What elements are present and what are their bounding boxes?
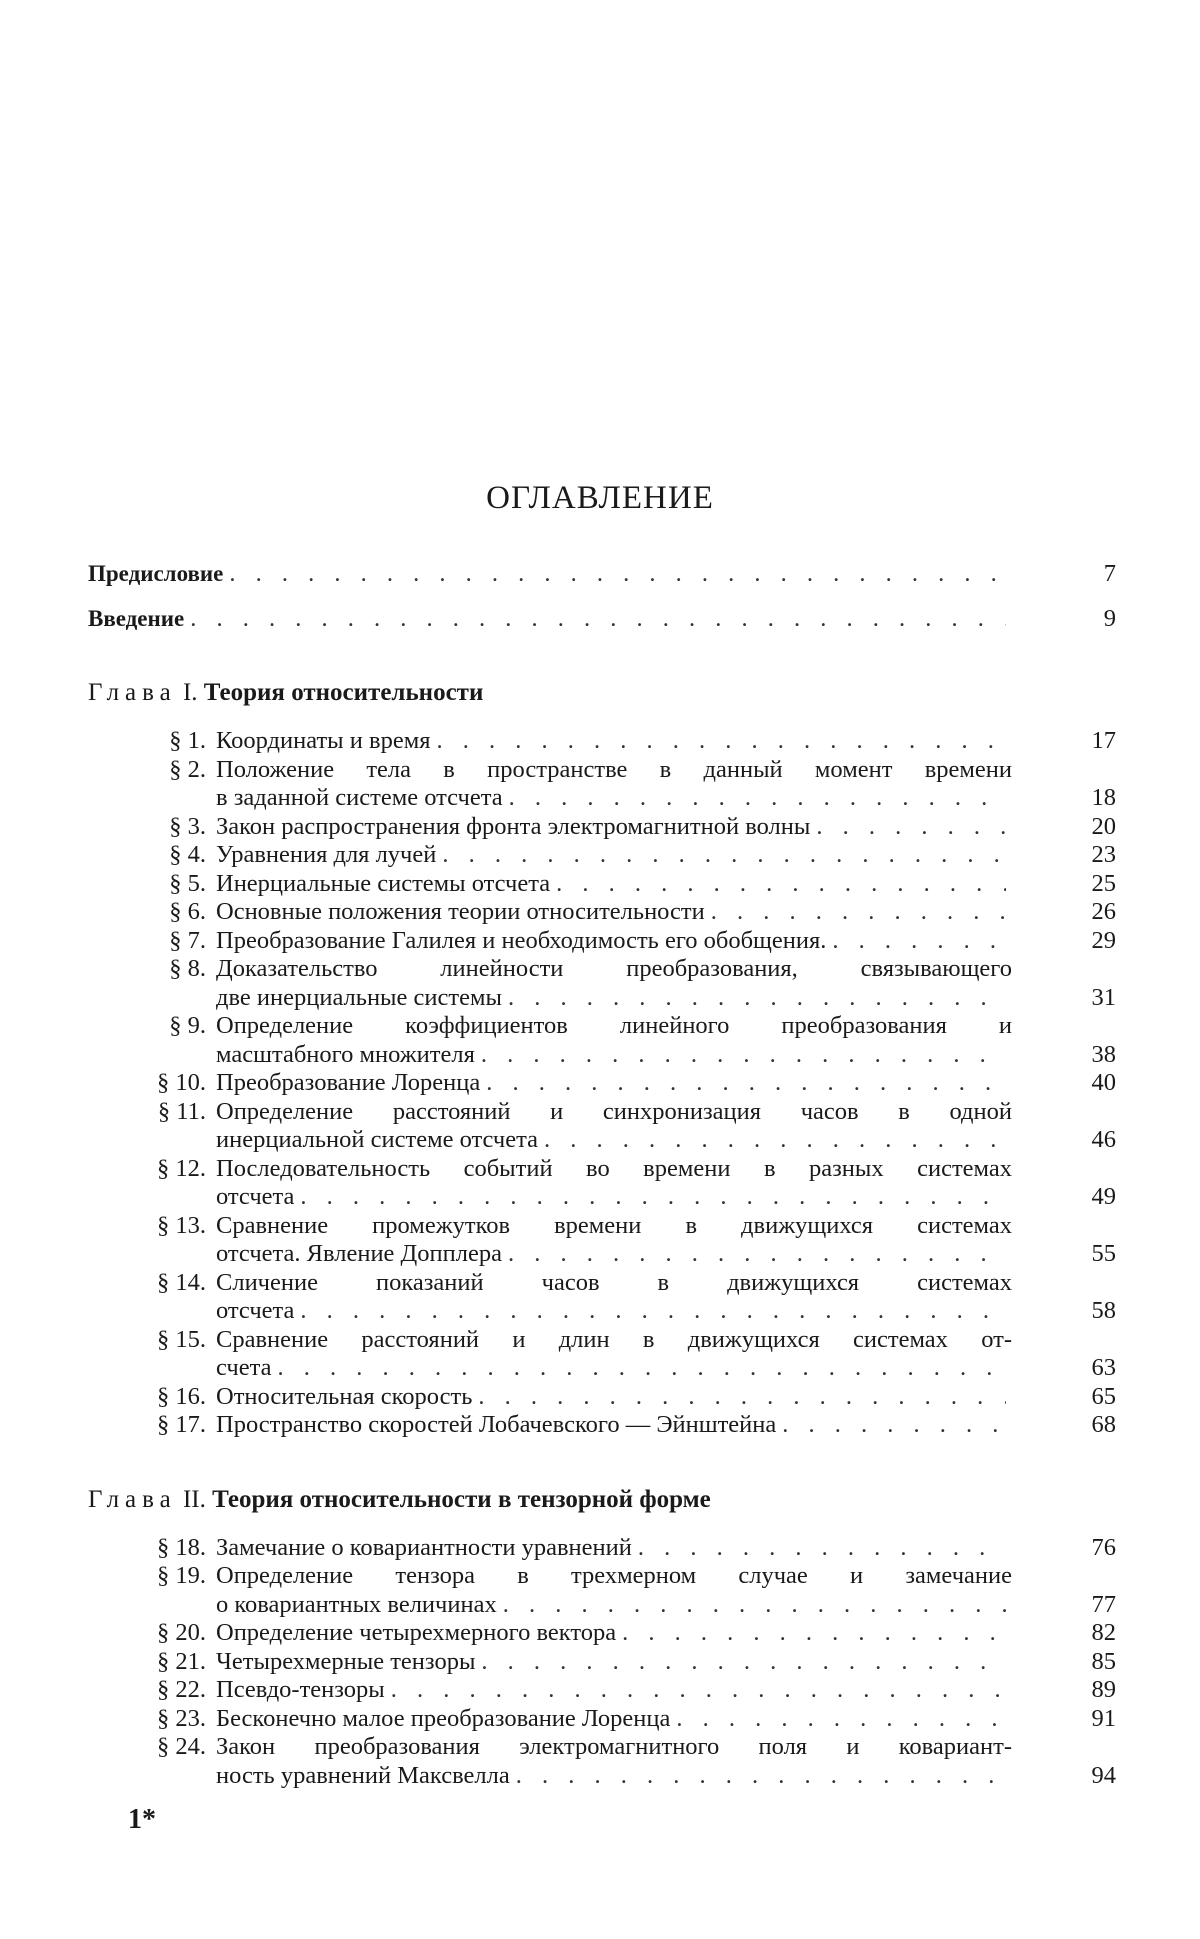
section-title-line1: Сличение показаний часов в движущихся системах [216,1268,1012,1296]
section-body [216,1269,1116,1326]
section-title: счета [216,1354,272,1381]
section-title: Преобразование Галилея и необходимость его обобщения. [216,926,827,954]
section-title: в заданной системе отсчета [216,784,503,811]
dot-leader [622,1619,1006,1648]
section-title-line [216,984,1116,1013]
toc-section-entry [88,1619,1116,1648]
chapter-title: Теория относительности [203,679,484,706]
section-number: § 13. [157,1211,206,1239]
section-number: § 18. [157,1533,206,1561]
dot-leader [503,1591,1006,1620]
section-page: 20 [1091,812,1116,840]
section-number: § 15. [157,1325,206,1353]
section-number: § 23. [157,1704,206,1732]
toc-section-entry [88,1098,1116,1155]
toc-section-entry [88,1705,1116,1734]
section-body [216,813,1116,842]
toc-section-entry [88,898,1116,927]
toc-entry-introduction [88,605,1116,634]
section-title-line [216,1069,1116,1098]
section-title: Инерциальные системы отсчета [216,869,551,897]
toc-section-entry [88,927,1116,956]
section-number: § 8. [169,955,206,982]
section-body [216,898,1116,927]
section-number: § 12. [157,1154,206,1182]
dot-leader [508,1240,1006,1269]
section-page: 25 [1091,869,1116,897]
section-body [216,727,1116,756]
section-title-line [216,1126,1116,1155]
section-title: Псевдо-тензоры [216,1676,385,1703]
section-body [216,1534,1116,1563]
section-body [216,1411,1116,1440]
dot-leader [442,841,1006,870]
section-title: Бесконечно малое преобразование Лоренца [216,1704,671,1732]
dot-leader [782,1411,1006,1440]
dot-leader [300,1183,1006,1212]
toc-section-entry [88,1534,1116,1563]
section-body [216,841,1116,870]
section-title-line [216,927,1116,956]
section-page: 63 [1091,1354,1116,1381]
section-title-line1: Сравнение расстояний и длин в движущихся системах от- [216,1325,1012,1353]
dot-leader [277,1354,1006,1383]
toc-section-entry [88,1012,1116,1069]
section-title-line1: Доказательство линейности преобразования, связывающего [216,955,1012,982]
section-title: отсчета [216,1297,295,1324]
section-number: § 14. [157,1268,206,1296]
page-title: ОГЛАВЛЕНИЕ [486,480,714,516]
section-page: 94 [1091,1761,1116,1789]
section-page: 17 [1091,727,1116,754]
toc-section-entry [88,1155,1116,1212]
section-page: 89 [1091,1676,1116,1703]
toc-entry-label: Введение [88,605,185,631]
section-title-line [216,1354,1116,1383]
section-title: две инерциальные системы [216,983,502,1011]
toc-section-entry [88,727,1116,756]
dot-leader [391,1676,1006,1705]
section-number: § 22. [157,1676,206,1703]
section-title-line [216,841,1116,870]
section-title: инерциальной системе отсчета [216,1126,538,1153]
section-page: 49 [1091,1183,1116,1210]
dot-leader [544,1126,1006,1155]
section-body [216,756,1116,813]
section-title: Уравнения для лучей [216,841,437,868]
dot-leader [481,1648,1006,1677]
toc-section-entry [88,1326,1116,1383]
chapter-list [88,679,1116,1790]
section-body [216,1676,1116,1705]
section-title: Четырехмерные тензоры [216,1647,476,1675]
toc-entry-page: 7 [1103,560,1116,587]
section-number: § 4. [169,841,206,868]
dot-leader [509,784,1006,813]
section-title: Определение четырехмерного вектора [216,1619,617,1646]
toc-section-entry [88,955,1116,1012]
section-page: 40 [1091,1069,1116,1096]
dot-leader [508,984,1006,1013]
dot-leader [229,560,1006,589]
toc-section-entry [88,1411,1116,1440]
dot-leader [481,1041,1006,1070]
section-title-line1: Определение расстояний и синхронизация часов в одной [216,1097,1012,1125]
section-body [216,1705,1116,1734]
toc-section-entry [88,813,1116,842]
section-title: отсчета. Явление Допплера [216,1240,502,1267]
dot-leader [486,1069,1006,1098]
dot-leader [516,1762,1006,1791]
section-number: § 9. [169,1012,206,1039]
section-page: 91 [1091,1704,1116,1732]
section-title: отсчета [216,1183,295,1210]
section-title: Относительная скорость [216,1382,473,1410]
section-page: 26 [1091,898,1116,925]
section-page: 76 [1091,1533,1116,1561]
section-page: 65 [1091,1382,1116,1410]
toc-section-entry [88,1269,1116,1326]
section-title-line [216,1041,1116,1070]
section-title-line [216,1297,1116,1326]
dot-leader [478,1383,1006,1412]
section-title-line [216,1240,1116,1269]
section-title: Координаты и время [216,727,431,754]
signature-mark: 1* [128,1804,156,1835]
section-number: § 24. [157,1733,206,1760]
chapter-numeral: I. [182,679,198,706]
section-body [216,1012,1116,1069]
section-title-line1: Положение тела в пространстве в данный момент времени [216,755,1012,783]
section-page: 85 [1091,1647,1116,1675]
section-title-line1: Последовательность событий во времени в разных системах [216,1154,1012,1182]
toc-section-entry [88,841,1116,870]
section-title-line [216,1591,1116,1620]
section-title-line [216,1411,1116,1440]
toc-entry-label: Предисловие [88,561,224,586]
section-number: § 7. [169,926,206,954]
section-body [216,1212,1116,1269]
section-page: 38 [1091,1040,1116,1068]
section-number: § 19. [157,1562,206,1589]
section-title-line [216,813,1116,842]
section-page: 77 [1091,1590,1116,1618]
toc-entry-preface [88,560,1116,589]
section-title-line [216,870,1116,899]
toc-section-entry [88,1383,1116,1412]
toc-section-entry [88,1733,1116,1790]
section-title-line [216,898,1116,927]
section-page: 55 [1091,1240,1116,1267]
toc-section-entry [88,1212,1116,1269]
section-title: масштабного множителя [216,1040,475,1068]
section-title: Замечание о ковариантности уравнений [216,1533,632,1561]
section-title-line [216,727,1116,756]
section-page: 68 [1091,1411,1116,1438]
section-number: § 6. [169,898,206,925]
section-body [216,1648,1116,1677]
dot-leader [638,1534,1006,1563]
section-number: § 21. [157,1647,206,1675]
dot-leader [676,1705,1006,1734]
section-body [216,1619,1116,1648]
section-title-line [216,1183,1116,1212]
section-title: ность уравнений Максвелла [216,1761,510,1789]
section-title-line1: Закон преобразования электромагнитного поля и ковариант- [216,1733,1012,1760]
toc-section-entry [88,756,1116,813]
section-number: § 17. [157,1411,206,1438]
section-page: 46 [1091,1126,1116,1153]
chapter-heading [88,679,1116,707]
dot-leader [816,813,1006,842]
section-page: 82 [1091,1619,1116,1646]
chapter-heading [88,1486,1116,1514]
section-title: о ковариантных величинах [216,1590,497,1618]
section-title-line [216,1676,1116,1705]
toc-section-entry [88,870,1116,899]
toc-section-entry [88,1069,1116,1098]
dot-leader [832,927,1006,956]
section-title: Закон распространения фронта электромагнитной волны [216,812,811,840]
section-body [216,1562,1116,1619]
section-body [216,1383,1116,1412]
section-title-line [216,784,1116,813]
section-title-line1: Определение коэффициентов линейного преобразования и [216,1012,1012,1039]
section-body [216,870,1116,899]
section-body [216,1155,1116,1212]
toc-section-entry [88,1676,1116,1705]
section-body [216,1098,1116,1155]
section-title-line [216,1383,1116,1412]
section-number: § 1. [169,727,206,754]
toc-section-entry [88,1562,1116,1619]
section-number: § 11. [157,1097,206,1125]
section-title-line [216,1705,1116,1734]
section-body [216,955,1116,1012]
chapter-word: Глава [88,1485,177,1513]
section-title-line [216,1534,1116,1563]
section-number: § 5. [169,869,206,897]
section-page: 31 [1091,983,1116,1011]
section-number: § 16. [157,1382,206,1410]
dot-leader [711,898,1006,927]
toc-section-entry [88,1648,1116,1677]
chapter-title: Теория относительности в тензорной форме [212,1485,711,1513]
section-page: 18 [1091,784,1116,811]
section-page: 58 [1091,1297,1116,1324]
table-of-contents [88,560,1116,1790]
section-title: Преобразование Лоренца [216,1069,481,1096]
section-number: § 2. [169,755,206,783]
section-title: Пространство скоростей Лобачевского — Эйнштейна [216,1411,777,1438]
section-page: 23 [1091,841,1116,868]
section-number: § 10. [157,1069,206,1096]
toc-entry-page: 9 [1103,604,1116,632]
dot-leader [436,727,1006,756]
section-body [216,1326,1116,1383]
section-title-line1: Определение тензора в трехмерном случае и замечание [216,1562,1012,1589]
section-body [216,1733,1116,1790]
section-title-line [216,1762,1116,1791]
section-body [216,927,1116,956]
section-title: Основные положения теории относительности [216,898,705,925]
section-page: 29 [1091,926,1116,954]
section-number: § 20. [157,1619,206,1646]
section-title-line [216,1619,1116,1648]
chapter-numeral: II. [182,1485,206,1513]
section-title-line1: Сравнение промежутков времени в движущихся системах [216,1211,1012,1239]
chapter-word: Глава [88,679,177,706]
section-number: § 3. [169,812,206,840]
section-body [216,1069,1116,1098]
dot-leader [556,870,1006,899]
dot-leader [300,1297,1006,1326]
section-title-line [216,1648,1116,1677]
dot-leader [190,605,1006,634]
